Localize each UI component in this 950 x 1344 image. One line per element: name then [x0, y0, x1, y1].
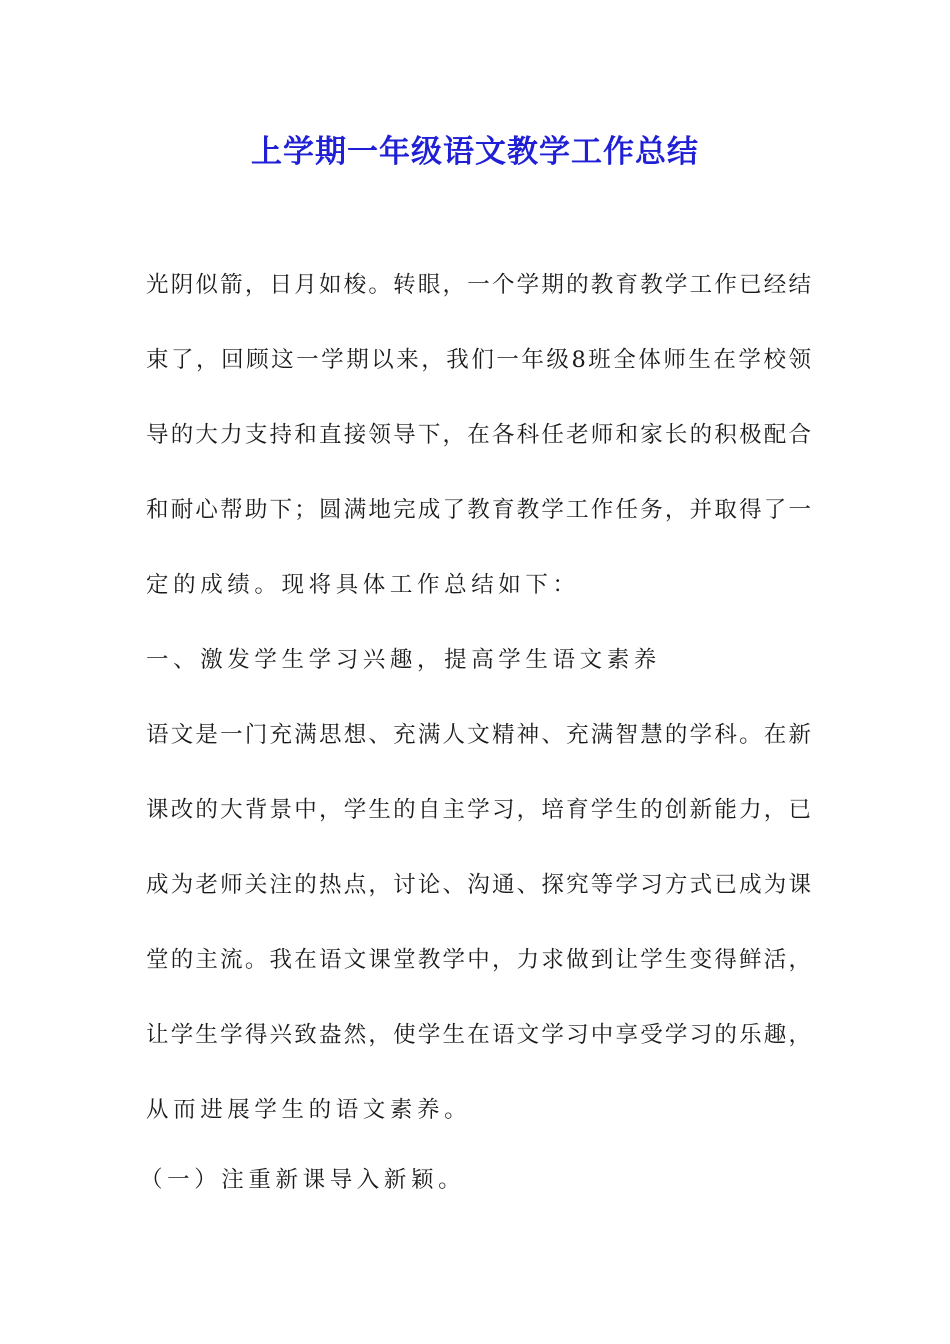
body-line-7: 语文是一门充满思想、充满人文精神、充满智慧的学科。在新: [146, 722, 811, 748]
body-line-12: 从而进展学生的语文素养。: [146, 1097, 472, 1123]
body-line-11: 让学生学得兴致盎然，使学生在语文学习中享受学习的乐趣，: [146, 1022, 811, 1048]
body-line-9: 成为老师关注的热点，讨论、沟通、探究等学习方式已成为课: [146, 872, 811, 898]
body-line-5: 定的成绩。现将具体工作总结如下：: [146, 572, 580, 598]
body-line-3: 导的大力支持和直接领导下，在各科任老师和家长的积极配合: [146, 422, 811, 448]
section-heading-1: 一、激发学生学习兴趣，提高学生语文素养: [146, 647, 661, 673]
document-title: 上学期一年级语文教学工作总结: [251, 134, 699, 170]
body-line-8: 课改的大背景中，学生的自主学习，培育学生的创新能力，已: [146, 797, 811, 823]
body-line-1: 光阴似箭，日月如梭。转眼，一个学期的教育教学工作已经结: [146, 272, 811, 298]
body-line-4: 和耐心帮助下；圆满地完成了教育教学工作任务，并取得了一: [146, 497, 811, 523]
body-line-2: 束了，回顾这一学期以来，我们一年级8班全体师生在学校领: [146, 347, 811, 373]
subsection-heading-1: （一）注重新课导入新颖。: [140, 1167, 466, 1193]
body-line-10: 堂的主流。我在语文课堂教学中，力求做到让学生变得鲜活，: [146, 947, 811, 973]
